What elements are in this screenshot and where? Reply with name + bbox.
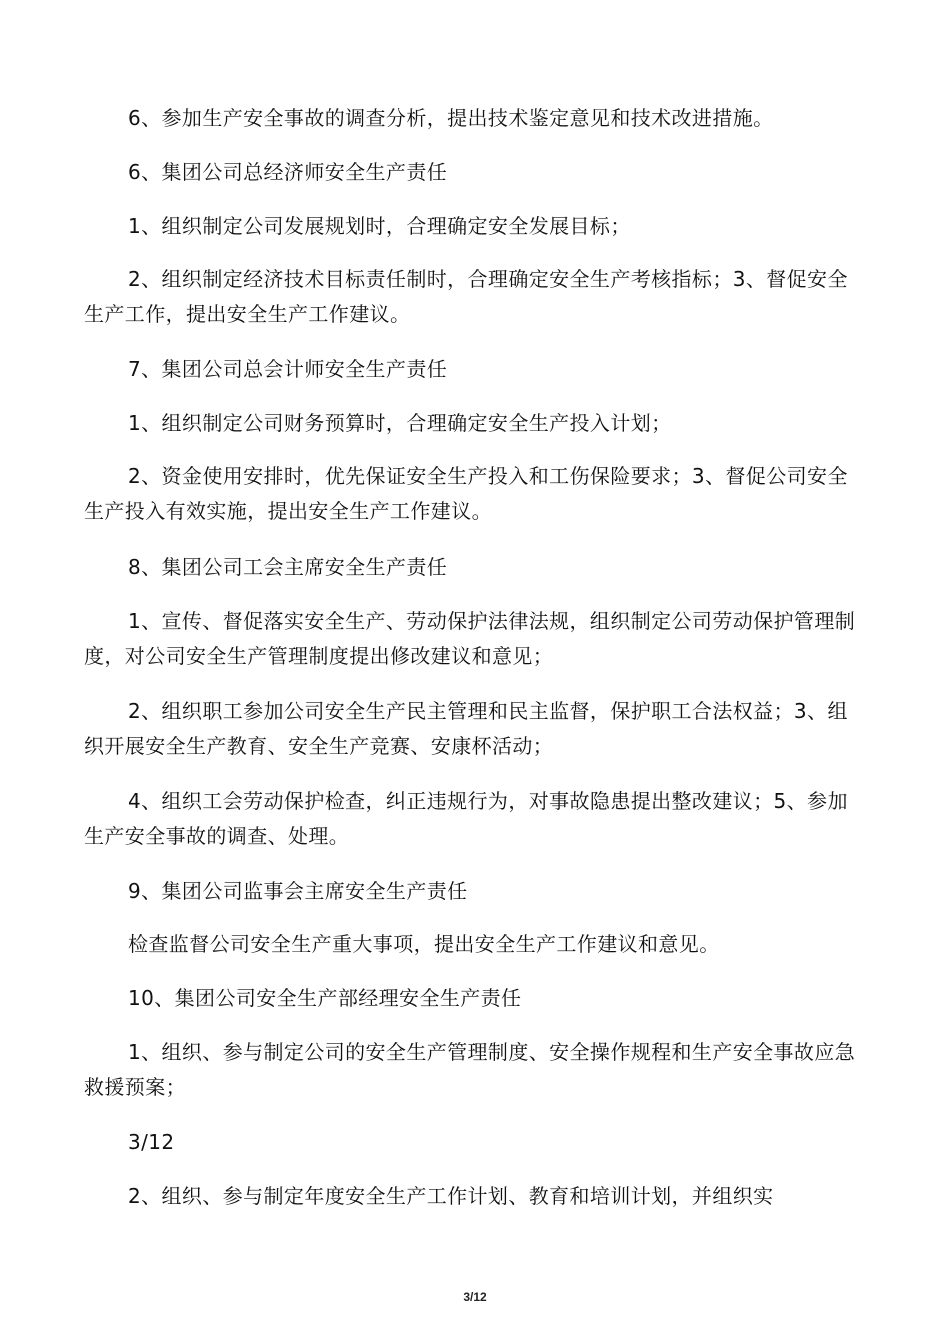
inline-page-marker: 3/12 (128, 1130, 175, 1154)
page-footer-number: 3/12 (463, 1290, 487, 1304)
section-heading: 7、集团公司总会计师安全生产责任 (128, 357, 448, 381)
section-heading: 9、集团公司监事会主席安全生产责任 (128, 879, 468, 903)
paragraph: 2、组织、参与制定年度安全生产工作计划、教育和培训计划，并组织实 (128, 1184, 774, 1208)
paragraph: 1、组织制定公司发展规划时，合理确定安全发展目标； (128, 214, 631, 238)
paragraph: 1、宣传、督促落实安全生产、劳动保护法律法规，组织制定公司劳动保护管理制度，对公司安全生产管理制度提出修改建议和意见； (84, 609, 856, 668)
section-heading: 8、集团公司工会主席安全生产责任 (128, 555, 448, 579)
paragraph: 1、组织、参与制定公司的安全生产管理制度、安全操作规程和生产安全事故应急救援预案； (84, 1040, 856, 1099)
section-heading: 6、集团公司总经济师安全生产责任 (128, 160, 448, 184)
paragraph: 检查监督公司安全生产重大事项，提出安全生产工作建议和意见。 (128, 932, 720, 956)
paragraph: 2、组织职工参加公司安全生产民主管理和民主监督，保护职工合法权益；3、组织开展安全生产教育、安全生产竞赛、安康杯活动； (84, 699, 848, 758)
paragraph: 4、组织工会劳动保护检查，纠正违规行为，对事故隐患提出整改建议；5、参加生产安全事故的调查、处理。 (84, 789, 848, 848)
paragraph: 6、参加生产安全事故的调查分析，提出技术鉴定意见和技术改进措施。 (128, 106, 774, 130)
paragraph: 2、资金使用安排时，优先保证安全生产投入和工伤保险要求；3、督促公司安全生产投入有效实施，提出安全生产工作建议。 (84, 464, 848, 523)
section-heading: 10、集团公司安全生产部经理安全生产责任 (128, 986, 522, 1010)
paragraph: 1、组织制定公司财务预算时，合理确定安全生产投入计划； (128, 411, 672, 435)
paragraph: 2、组织制定经济技术目标责任制时，合理确定安全生产考核指标；3、督促安全生产工作，提出安全生产工作建议。 (84, 267, 848, 326)
